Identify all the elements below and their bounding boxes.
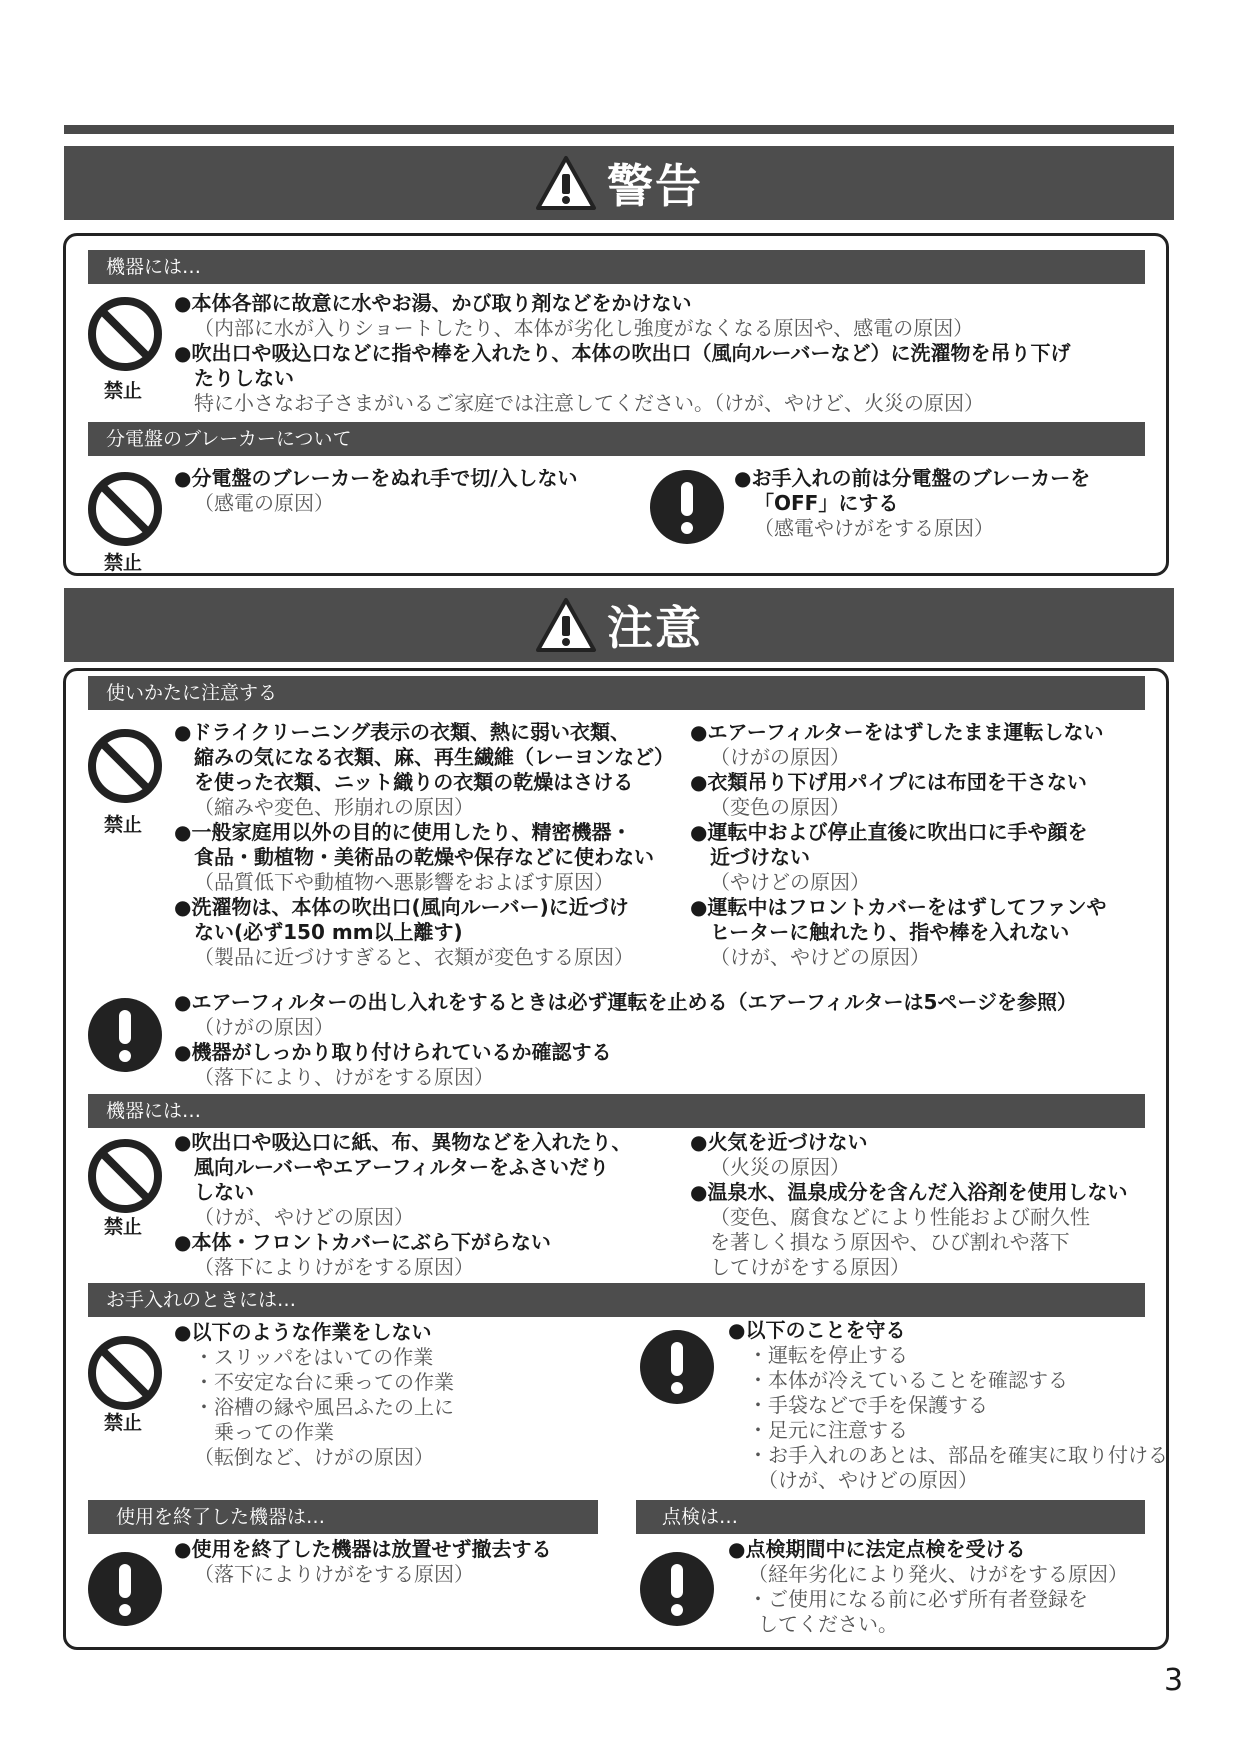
- warning-triangle-icon: [535, 155, 597, 211]
- prohibit-label: 禁止: [104, 1412, 143, 1434]
- item-text: しない: [194, 1180, 254, 1204]
- warning-device-text: [174, 291, 1070, 416]
- section-header-care: お手入れのときには…: [88, 1283, 1145, 1317]
- reason-text: （製品に近づけすぎると、衣類が変色する原因）: [194, 945, 634, 969]
- disposal-text: [174, 1537, 551, 1587]
- item-text: ●以下のことを守る: [728, 1318, 906, 1342]
- reason-text: （感電やけがをする原因）: [754, 516, 994, 540]
- usage-left-text: [174, 720, 674, 970]
- reason-text: （転倒など、けがの原因）: [194, 1445, 434, 1469]
- reason-text: 乗っての作業: [214, 1420, 334, 1444]
- section-header-device: 機器には…: [88, 250, 1145, 284]
- item-text: ●一般家庭用以外の目的に使用したり、精密機器・: [174, 820, 632, 844]
- item-text: 近づけない: [710, 845, 810, 869]
- item-text: ●お手入れの前は分電盤のブレーカーを: [734, 466, 1091, 490]
- mandatory-icon: [86, 1550, 164, 1628]
- inspection-text: [728, 1537, 1128, 1637]
- item-text: たりしない: [194, 366, 294, 390]
- reason-text: （変色、腐食などにより性能および耐久性: [710, 1205, 1090, 1229]
- caution-banner: [64, 588, 1174, 662]
- care-right-text: [728, 1318, 1168, 1493]
- mandatory-icon: [638, 1328, 716, 1406]
- item-text: 縮みの気になる衣類、麻、再生繊維（レーヨンなど）: [194, 745, 674, 769]
- reason-text: ・手袋などで手を保護する: [748, 1393, 988, 1417]
- reason-text: （経年劣化により発火、けがをする原因）: [748, 1562, 1128, 1586]
- warning-breaker-left: [174, 466, 578, 516]
- reason-text: ・運転を停止する: [748, 1343, 908, 1367]
- item-text: ●以下のような作業をしない: [174, 1320, 432, 1344]
- warning-breaker-right: [734, 466, 1090, 541]
- reason-text: ・スリッパをはいての作業: [194, 1345, 434, 1369]
- item-text: ●ドライクリーニング表示の衣類、熱に弱い衣類、: [174, 720, 631, 744]
- reason-text: ・不安定な台に乗っての作業: [194, 1370, 454, 1394]
- reason-text: （火災の原因）: [710, 1155, 850, 1179]
- reason-text: してけがをする原因）: [710, 1255, 910, 1279]
- device-left-text: [174, 1130, 631, 1280]
- reason-text: （けがの原因）: [710, 745, 850, 769]
- item-text: ●本体各部に故意に水やお湯、かび取り剤などをかけない: [174, 291, 692, 315]
- prohibit-label: 禁止: [104, 1216, 143, 1238]
- section-header-usage: 使いかたに注意する: [88, 676, 1145, 710]
- section-header-disposal: 使用を終了した機器は…: [88, 1500, 598, 1534]
- reason-text: （落下により、けがをする原因）: [194, 1065, 494, 1089]
- care-left-text: [174, 1320, 454, 1470]
- section-header-inspection: 点検は…: [636, 1500, 1145, 1534]
- item-text: 「OFF」にする: [754, 491, 899, 515]
- reason-text: （けが、やけどの原因）: [710, 945, 930, 969]
- item-text: ヒーターに触れたり、指や棒を入れない: [710, 920, 1070, 944]
- prohibition-icon: [86, 295, 164, 373]
- reason-text: 特に小さなお子さまがいるご家庭では注意してください。（けが、やけど、火災の原因）: [194, 391, 984, 415]
- reason-text: （けがの原因）: [194, 1015, 334, 1039]
- item-text: を使った衣類、ニット織りの衣類の乾燥はさける: [194, 770, 634, 794]
- section-header-device: 機器には…: [88, 1094, 1145, 1128]
- item-text: 風向ルーバーやエアーフィルターをふさいだり: [194, 1155, 609, 1179]
- item-text: ●点検期間中に法定点検を受ける: [728, 1537, 1026, 1561]
- mandatory-icon: [648, 468, 726, 546]
- reason-text: （けが、やけどの原因）: [758, 1468, 978, 1492]
- item-text: ●火気を近づけない: [690, 1130, 868, 1154]
- prohibit-label: 禁止: [104, 380, 143, 402]
- reason-text: （やけどの原因）: [710, 870, 870, 894]
- page-number: 3: [1164, 1663, 1184, 1698]
- item-text: ●エアーフィルターをはずしたまま運転しない: [690, 720, 1104, 744]
- item-text: ●吹出口や吸込口などに指や棒を入れたり、本体の吹出口（風向ルーバーなど）に洗濯物を吊り下げ: [174, 341, 1071, 365]
- reason-text: （感電の原因）: [194, 491, 334, 515]
- device-right-text: [690, 1130, 1127, 1280]
- reason-text: ・お手入れのあとは、部品を確実に取り付ける: [748, 1443, 1168, 1467]
- reason-text: （縮みや変色、形崩れの原因）: [194, 795, 474, 819]
- prohibition-icon: [86, 727, 164, 805]
- prohibit-label: 禁止: [104, 814, 143, 836]
- item-text: ●吹出口や吸込口に紙、布、異物などを入れたり、: [174, 1130, 632, 1154]
- reason-text: （変色の原因）: [710, 795, 850, 819]
- reason-text: ・浴槽の縁や風呂ふたの上に: [194, 1395, 454, 1419]
- item-text: 食品・動植物・美術品の乾燥や保存などに使わない: [194, 845, 654, 869]
- reason-text: （品質低下や動植物へ悪影響をおよぼす原因）: [194, 870, 614, 894]
- item-text: ない(必ず150 mm以上離す): [194, 920, 463, 944]
- item-text: ●温泉水、温泉成分を含んだ入浴剤を使用しない: [690, 1180, 1128, 1204]
- reason-text: （落下によりけがをする原因）: [194, 1255, 474, 1279]
- reason-text: （内部に水が入りショートしたり、本体が劣化し強度がなくなる原因や、感電の原因）: [194, 316, 974, 340]
- prohibition-icon: [86, 1334, 164, 1412]
- reason-text: （けが、やけどの原因）: [194, 1205, 414, 1229]
- section-header-breaker: 分電盤のブレーカーについて: [88, 422, 1145, 456]
- reason-text: （落下によりけがをする原因）: [194, 1562, 474, 1586]
- item-text: ●分電盤のブレーカーをぬれ手で切/入しない: [174, 466, 578, 490]
- reason-text: ・足元に注意する: [748, 1418, 908, 1442]
- warning-title: 警告: [607, 159, 703, 213]
- reason-text: してください。: [758, 1612, 898, 1636]
- warning-triangle-icon: [535, 597, 597, 653]
- item-text: ●運転中および停止直後に吹出口に手や顔を: [690, 820, 1088, 844]
- mandatory-icon: [86, 996, 164, 1074]
- reason-text: ・本体が冷えていることを確認する: [748, 1368, 1068, 1392]
- prohibition-icon: [86, 1137, 164, 1215]
- item-text: ●使用を終了した機器は放置せず撤去する: [174, 1537, 552, 1561]
- usage-mandatory-text: [174, 990, 1077, 1090]
- item-text: ●本体・フロントカバーにぶら下がらない: [174, 1230, 551, 1254]
- mandatory-icon: [638, 1550, 716, 1628]
- prohibition-icon: [86, 470, 164, 548]
- warning-banner: [64, 146, 1174, 220]
- prohibit-label: 禁止: [104, 552, 143, 574]
- usage-right-text: [690, 720, 1106, 970]
- top-rule: [64, 125, 1174, 134]
- item-text: ●エアーフィルターの出し入れをするときは必ず運転を止める（エアーフィルターは5ページを参照）: [174, 990, 1077, 1014]
- caution-title: 注意: [607, 601, 703, 655]
- item-text: ●運転中はフロントカバーをはずしてファンや: [690, 895, 1107, 919]
- item-text: ●洗濯物は、本体の吹出口(風向ルーバー)に近づけ: [174, 895, 629, 919]
- item-text: ●機器がしっかり取り付けられているか確認する: [174, 1040, 612, 1064]
- reason-text: を著しく損なう原因や、ひび割れや落下: [710, 1230, 1070, 1254]
- reason-text: ・ご使用になる前に必ず所有者登録を: [748, 1587, 1088, 1611]
- item-text: ●衣類吊り下げ用パイプには布団を干さない: [690, 770, 1087, 794]
